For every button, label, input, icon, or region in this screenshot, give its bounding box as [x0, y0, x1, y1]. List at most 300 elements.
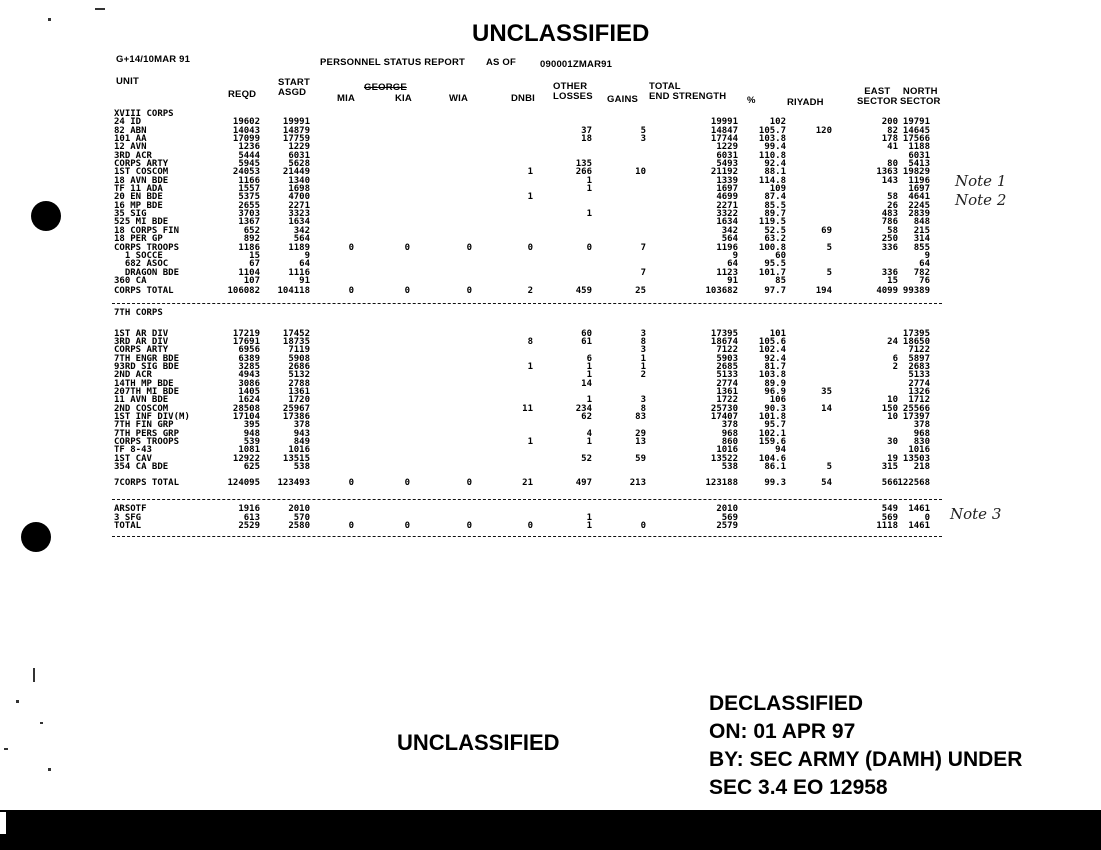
cell-asgd: 1116 [288, 267, 310, 278]
section-divider [112, 493, 942, 505]
cell-east: 178 [881, 134, 898, 145]
cell-kia: 0 [404, 521, 410, 532]
declassified-line-2: ON: 01 APR 97 [709, 720, 856, 743]
cell-pct: 94 [775, 445, 786, 456]
cell-reqd: 15 [249, 250, 260, 261]
cell-east: 41 [887, 142, 898, 153]
cell-reqd: 2655 [238, 200, 260, 211]
cell-total: 1196 [716, 242, 738, 253]
cell-riyadh: 54 [821, 478, 832, 489]
cell-asgd: 849 [293, 437, 310, 448]
cell-total: 123188 [705, 478, 738, 489]
cell-unit: 1ST CAV [114, 453, 152, 464]
cell-unit: 2ND ACR [114, 370, 152, 381]
cell-reqd: 6389 [238, 353, 260, 364]
cell-pct: 88.1 [764, 167, 786, 178]
cell-north: 314 [913, 234, 930, 245]
cell-reqd: 19602 [232, 117, 260, 128]
cell-pct: 85 [775, 275, 786, 286]
cell-north: 25566 [902, 403, 930, 414]
cell-unit: CORPS ARTY [114, 159, 169, 170]
cell-pct: 96.9 [764, 386, 786, 397]
cell-dnbi: 11 [522, 403, 533, 414]
cell-riyadh: 69 [821, 225, 832, 236]
as-of-value: 090001ZMAR91 [540, 59, 613, 70]
cell-north: 2245 [908, 200, 930, 211]
cell-dnbi: 21 [522, 478, 533, 489]
scan-speck [48, 18, 51, 21]
cell-pct: 63.2 [764, 234, 786, 245]
table-row [112, 338, 942, 346]
cell-total: 18674 [710, 336, 738, 347]
section-divider [112, 530, 942, 542]
cell-pct: 105.6 [758, 336, 786, 347]
cell-north: 1016 [908, 445, 930, 456]
col-header-end-strength: TOTAL END STRENGTH [649, 81, 727, 102]
cell-other: 497 [575, 478, 592, 489]
cell-reqd: 1916 [238, 504, 260, 515]
col-header-north-sector: NORTH SECTOR [900, 86, 941, 107]
cell-north: 1712 [908, 395, 930, 406]
as-of-label: AS OF [486, 57, 517, 68]
section-title-xviii-corps: XVIII CORPS [114, 109, 174, 119]
cell-east: 566 [881, 478, 898, 489]
cell-other: 4 [586, 428, 592, 439]
table-row [112, 260, 942, 268]
cell-total: 2774 [716, 378, 738, 389]
cell-asgd: 104118 [277, 286, 310, 297]
scan-edge-mark [0, 812, 6, 834]
cell-other: 1 [586, 370, 592, 381]
cell-east: 58 [887, 192, 898, 203]
cell-pct: 159.6 [758, 437, 786, 448]
cell-riyadh: 35 [821, 386, 832, 397]
cell-pct: 87.4 [764, 192, 786, 203]
cell-unit: DRAGON BDE [114, 267, 180, 278]
declassified-line-1: DECLASSIFIED [709, 692, 864, 715]
cell-north: 6031 [908, 150, 930, 161]
cell-north: 1461 [908, 521, 930, 532]
cell-north: 17395 [902, 328, 930, 339]
cell-pct: 104.6 [758, 453, 786, 464]
cell-unit: 82 ABN [114, 125, 147, 136]
cell-reqd: 106082 [227, 286, 260, 297]
cell-asgd: 564 [293, 234, 310, 245]
cell-north: 7122 [908, 345, 930, 356]
cell-pct: 81.7 [764, 361, 786, 372]
personnel-status-table [112, 110, 942, 542]
cell-gains: 3 [640, 345, 646, 356]
cell-east: 336 [881, 267, 898, 278]
cell-total: 1697 [716, 184, 738, 195]
cell-unit: CORPS TROOPS [114, 437, 180, 448]
cell-pct: 95.7 [764, 420, 786, 431]
handwritten-note-1: Note 1 [955, 172, 1007, 190]
cell-north: 2774 [908, 378, 930, 389]
cell-asgd: 1340 [288, 175, 310, 186]
cell-unit: 2ND COSCOM [114, 403, 169, 414]
table-row [112, 346, 942, 354]
cell-asgd: 1189 [288, 242, 310, 253]
cell-riyadh: 5 [826, 242, 832, 253]
cell-reqd: 1624 [238, 395, 260, 406]
cell-east: 1118 [876, 521, 898, 532]
cell-east: 150 [881, 403, 898, 414]
cell-total: 1229 [716, 142, 738, 153]
cell-east: 82 [887, 125, 898, 136]
cell-other: 1 [586, 437, 592, 448]
cell-total: 2579 [716, 521, 738, 532]
cell-reqd: 5945 [238, 159, 260, 170]
table-row [112, 143, 942, 151]
cell-reqd: 12922 [232, 453, 260, 464]
cell-unit: TOTAL [114, 521, 142, 532]
cell-kia: 0 [404, 242, 410, 253]
cell-asgd: 9 [304, 250, 310, 261]
cell-gains: 3 [640, 134, 646, 145]
cell-total: 5493 [716, 159, 738, 170]
cell-asgd: 5908 [288, 353, 310, 364]
cell-gains: 213 [629, 478, 646, 489]
cell-total: 860 [721, 437, 738, 448]
scan-speck [40, 722, 43, 724]
col-header-east-sector: EAST SECTOR [857, 86, 898, 107]
cell-north: 76 [919, 275, 930, 286]
cell-east: 10 [887, 395, 898, 406]
scan-speck [95, 8, 105, 10]
cell-pct: 101 [769, 328, 786, 339]
cell-reqd: 4943 [238, 370, 260, 381]
cell-asgd: 1229 [288, 142, 310, 153]
table-row-total [112, 477, 942, 489]
cell-other: 135 [575, 159, 592, 170]
cell-north: 17397 [902, 412, 930, 422]
cell-other: 1 [586, 521, 592, 532]
cell-pct: 114.8 [758, 175, 786, 186]
cell-asgd: 6031 [288, 150, 310, 161]
cell-asgd: 943 [293, 428, 310, 439]
table-row [112, 363, 942, 371]
cell-total: 1722 [716, 395, 738, 406]
cell-unit: 207TH MI BDE [114, 386, 180, 397]
cell-gains: 8 [640, 403, 646, 414]
cell-reqd: 1166 [238, 175, 260, 186]
cell-pct: 102 [769, 117, 786, 128]
col-header-start-asgd: START ASGD [278, 77, 310, 98]
declassified-line-4: SEC 3.4 EO 12958 [709, 776, 888, 799]
cell-north: 855 [913, 242, 930, 253]
cell-unit: 11 AVN BDE [114, 395, 169, 406]
cell-asgd: 17759 [282, 134, 310, 145]
cell-unit: 1ST AR DIV [114, 328, 169, 339]
cell-total: 17395 [710, 328, 738, 339]
cell-gains: 7 [640, 267, 646, 278]
table-row [112, 505, 942, 513]
cell-north: 5133 [908, 370, 930, 381]
punch-hole-bottom [21, 522, 51, 552]
cell-asgd: 18735 [282, 336, 310, 347]
cell-north: 215 [913, 225, 930, 236]
cell-other: 1 [586, 512, 592, 523]
cell-unit: CORPS TROOPS [114, 242, 180, 253]
cell-dnbi: 0 [527, 242, 533, 253]
cell-east: 1363 [876, 167, 898, 178]
cell-asgd: 64 [299, 259, 310, 270]
cell-reqd: 395 [243, 420, 260, 431]
cell-north: 19791 [902, 117, 930, 128]
cell-north: 64 [919, 259, 930, 270]
cell-total: 342 [721, 225, 738, 236]
cell-gains: 1 [640, 361, 646, 372]
cell-north: 18650 [902, 336, 930, 347]
cell-unit: 12 AVN [114, 142, 147, 153]
cell-other: 14 [581, 378, 592, 389]
cell-east: 24 [887, 336, 898, 347]
cell-gains: 13 [635, 437, 646, 448]
cell-unit: 18 AVN BDE [114, 175, 169, 186]
cell-wia: 0 [466, 286, 472, 297]
cell-dnbi: 2 [527, 286, 533, 297]
cell-reqd: 1236 [238, 142, 260, 153]
cell-pct: 100.8 [758, 242, 786, 253]
cell-reqd: 17104 [232, 412, 260, 422]
cell-reqd: 1405 [238, 386, 260, 397]
report-title: PERSONNEL STATUS REPORT [320, 57, 466, 68]
cell-east: 336 [881, 242, 898, 253]
cell-other: 62 [581, 412, 592, 422]
cell-unit: 14TH MP BDE [114, 378, 174, 389]
table-row [112, 430, 942, 438]
cell-gains: 59 [635, 453, 646, 464]
cell-north: 17566 [902, 134, 930, 145]
cell-reqd: 613 [243, 512, 260, 523]
cell-east: 549 [881, 504, 898, 515]
cell-asgd: 378 [293, 420, 310, 431]
cell-east: 143 [881, 175, 898, 186]
cell-pct: 92.4 [764, 159, 786, 170]
cell-unit: 24 ID [114, 117, 142, 128]
col-header-percent: % [747, 95, 756, 106]
cell-total: 1339 [716, 175, 738, 186]
cell-east: 10 [887, 412, 898, 422]
cell-north: 2839 [908, 209, 930, 220]
cell-total: 17744 [710, 134, 738, 145]
cell-east: 250 [881, 234, 898, 245]
cell-other: 1 [586, 361, 592, 372]
cell-reqd: 1081 [238, 445, 260, 456]
cell-total: 7122 [716, 345, 738, 356]
cell-unit: 354 CA BDE [114, 462, 169, 473]
cell-asgd: 13515 [282, 453, 310, 464]
cell-wia: 0 [466, 478, 472, 489]
cell-other: 266 [575, 167, 592, 178]
cell-reqd: 28508 [232, 403, 260, 414]
scan-speck [4, 748, 8, 750]
table-row [112, 177, 942, 185]
cell-east: 4099 [876, 286, 898, 297]
cell-unit: 7TH FIN GRP [114, 420, 174, 431]
section-divider [112, 297, 942, 309]
table-row [112, 252, 942, 260]
cell-total: 3322 [716, 209, 738, 220]
cell-gains: 29 [635, 428, 646, 439]
cell-total: 538 [721, 462, 738, 473]
cell-total: 13522 [710, 453, 738, 464]
cell-gains: 2 [640, 370, 646, 381]
cell-unit: 1ST COSCOM [114, 167, 169, 178]
cell-east: 6 [892, 353, 898, 364]
cell-reqd: 17099 [232, 134, 260, 145]
table-row [112, 463, 942, 471]
cell-unit: 1ST INF DIV(M) [114, 412, 190, 422]
cell-reqd: 3703 [238, 209, 260, 220]
cell-unit: 3RD ACR [114, 150, 152, 161]
cell-asgd: 2010 [288, 504, 310, 515]
cell-pct: 95.5 [764, 259, 786, 270]
cell-other: 52 [581, 453, 592, 464]
cell-pct: 106 [769, 395, 786, 406]
cell-kia: 0 [404, 478, 410, 489]
cell-asgd: 14879 [282, 125, 310, 136]
cell-asgd: 2271 [288, 200, 310, 211]
col-header-reqd: REQD [228, 89, 257, 100]
cell-reqd: 1557 [238, 184, 260, 195]
cell-north: 5897 [908, 353, 930, 364]
cell-unit: 7TH ENGR BDE [114, 353, 180, 364]
table-row [112, 455, 942, 463]
cell-north: 14645 [902, 125, 930, 136]
cell-total: 1361 [716, 386, 738, 397]
cell-asgd: 538 [293, 462, 310, 473]
cell-reqd: 1104 [238, 267, 260, 278]
cell-gains: 3 [640, 328, 646, 339]
cell-east: 80 [887, 159, 898, 170]
cell-unit: 3RD AR DIV [114, 336, 169, 347]
cell-pct: 90.3 [764, 403, 786, 414]
cell-unit: 101 AA [114, 134, 147, 145]
table-row [112, 269, 942, 277]
cell-pct: 99.4 [764, 142, 786, 153]
table-row [112, 210, 942, 218]
table-row [112, 514, 942, 522]
cell-asgd: 1634 [288, 217, 310, 228]
cell-reqd: 5375 [238, 192, 260, 203]
table-row [112, 355, 942, 363]
declassified-line-3: BY: SEC ARMY (DAMH) UNDER [709, 748, 1023, 771]
cell-asgd: 3323 [288, 209, 310, 220]
cell-total: 569 [721, 512, 738, 523]
cell-gains: 8 [640, 336, 646, 347]
cell-reqd: 3086 [238, 378, 260, 389]
cell-unit: 20 EN BDE [114, 192, 163, 203]
cell-other: 60 [581, 328, 592, 339]
cell-north: 1697 [908, 184, 930, 195]
cell-pct: 92.4 [764, 353, 786, 364]
cell-east: 483 [881, 209, 898, 220]
cell-east: 569 [881, 512, 898, 523]
cell-pct: 89.9 [764, 378, 786, 389]
table-row [112, 168, 942, 176]
cell-total: 91 [727, 275, 738, 286]
cell-asgd: 2686 [288, 361, 310, 372]
cell-north: 848 [913, 217, 930, 228]
cell-reqd: 124095 [227, 478, 260, 489]
cell-pct: 110.8 [758, 150, 786, 161]
cell-pct: 97.7 [764, 286, 786, 297]
cell-gains: 3 [640, 395, 646, 406]
report-date-code: G+14/10MAR 91 [116, 54, 191, 65]
table-row [112, 438, 942, 446]
cell-reqd: 67 [249, 259, 260, 270]
table-row [112, 380, 942, 388]
cell-unit: 360 CA [114, 275, 147, 286]
cell-reqd: 625 [243, 462, 260, 473]
col-header-struck: GEORGE [364, 82, 407, 93]
col-header-wia: WIA [449, 93, 469, 104]
cell-pct: 105.7 [758, 125, 786, 136]
cell-north: 5413 [908, 159, 930, 170]
cell-wia: 0 [466, 242, 472, 253]
scan-speck [48, 768, 51, 771]
cell-east: 200 [881, 117, 898, 128]
cell-total: 968 [721, 428, 738, 439]
cell-reqd: 539 [243, 437, 260, 448]
table-row [112, 285, 942, 297]
cell-gains: 0 [640, 521, 646, 532]
cell-asgd: 21449 [282, 167, 310, 178]
cell-asgd: 1016 [288, 445, 310, 456]
scan-bottom-edge [0, 810, 1101, 850]
cell-total: 64 [727, 259, 738, 270]
cell-pct: 85.5 [764, 200, 786, 211]
cell-asgd: 2580 [288, 521, 310, 532]
cell-other: 1 [586, 175, 592, 186]
cell-north: 122568 [897, 478, 930, 489]
cell-other: 37 [581, 125, 592, 136]
cell-dnbi: 1 [527, 192, 533, 203]
cell-reqd: 3285 [238, 361, 260, 372]
cell-north: 4641 [908, 192, 930, 203]
table-row [112, 185, 942, 193]
cell-pct: 101.7 [758, 267, 786, 278]
cell-asgd: 1361 [288, 386, 310, 397]
cell-pct: 102.1 [758, 428, 786, 439]
cell-reqd: 17219 [232, 328, 260, 339]
col-header-gains: GAINS [607, 94, 639, 105]
table-row [112, 413, 942, 421]
cell-pct: 99.3 [764, 478, 786, 489]
cell-pct: 60 [775, 250, 786, 261]
table-row [112, 135, 942, 143]
table-row [112, 193, 942, 201]
cell-total: 1123 [716, 267, 738, 278]
cell-unit: 7CORPS TOTAL [114, 478, 180, 489]
cell-pct: 103.8 [758, 370, 786, 381]
cell-reqd: 14043 [232, 125, 260, 136]
cell-wia: 0 [466, 521, 472, 532]
col-header-unit: UNIT [116, 76, 139, 87]
table-row [112, 371, 942, 379]
scan-speck [33, 668, 35, 682]
cell-asgd: 5628 [288, 159, 310, 170]
cell-other: 1 [586, 395, 592, 406]
cell-riyadh: 194 [815, 286, 832, 297]
cell-total: 378 [721, 420, 738, 431]
col-header-mia: MIA [337, 93, 356, 104]
cell-unit: 7TH PERS GRP [114, 428, 180, 439]
cell-unit: CORPS ARTY [114, 345, 169, 356]
table-row [112, 244, 942, 252]
